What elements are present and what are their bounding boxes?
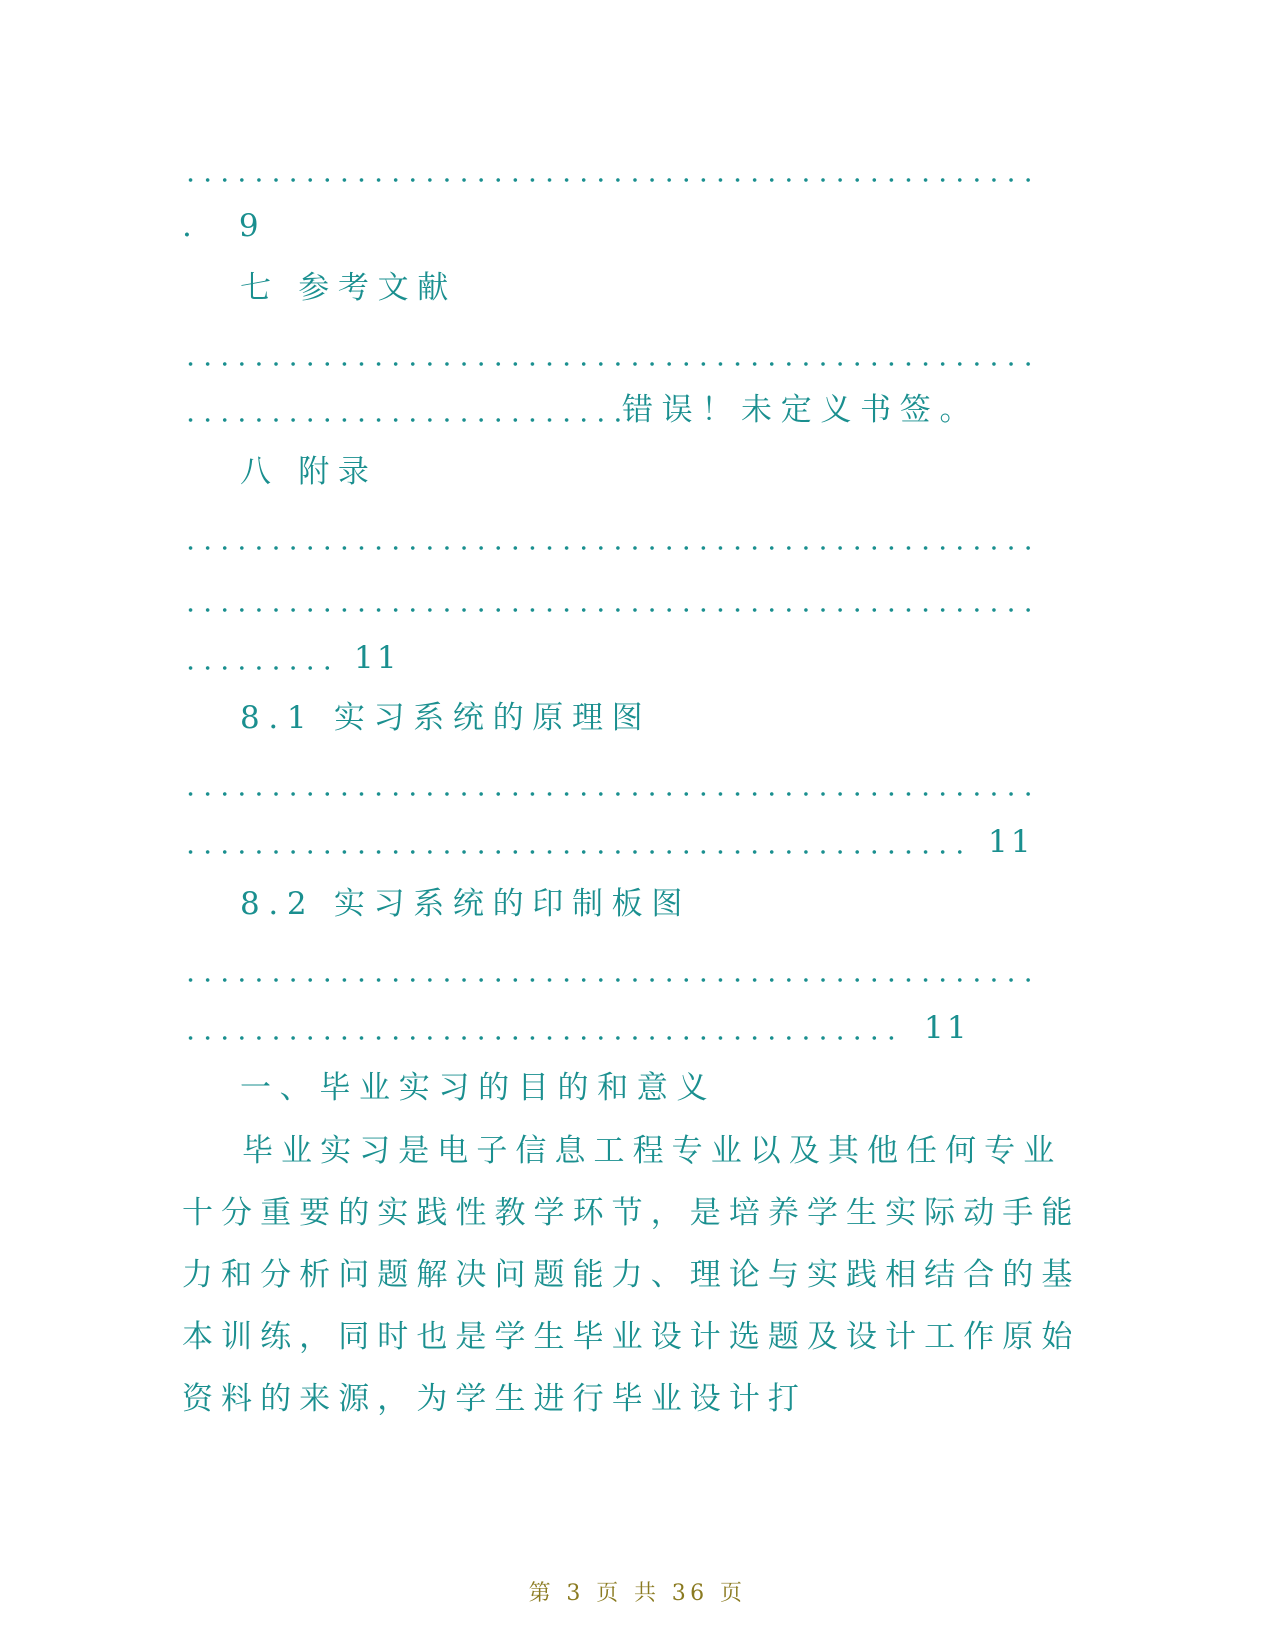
toc-error-text: 错误！未定义书签。	[622, 392, 980, 428]
toc-page-number: 11	[354, 640, 400, 676]
section-heading: 一、毕业实习的目的和意义	[240, 1070, 717, 1106]
toc-leader-row	[182, 390, 1082, 430]
dot-leader	[182, 1036, 902, 1040]
toc-leader-row	[182, 1008, 1082, 1048]
toc-entry-pcb: 8.2 实习系统的印制板图	[240, 886, 691, 922]
toc-entry-appendix: 八 附录	[240, 454, 378, 490]
dot-leader	[182, 850, 968, 854]
dot-leader	[182, 178, 1032, 182]
toc-leader-row	[182, 638, 1082, 678]
dot-leader	[182, 608, 1032, 612]
dot-leader	[182, 978, 1032, 982]
dot-leader	[182, 666, 332, 670]
dot-leader	[182, 362, 1032, 366]
toc-page-number: 11	[924, 1010, 970, 1046]
toc-leader-row	[182, 764, 1082, 804]
toc-leader-row	[182, 150, 1082, 190]
dot-leader	[182, 418, 622, 422]
body-paragraph: 毕业实习是电子信息工程专业以及其他任何专业十分重要的实践性教学环节，是培养学生实际动手能力和分析问题解决问题能力、理论与实践相结合的基本训练，同时也是学生毕业设计选题及设计工作原始资料的来源，为学生进行毕业设计打	[182, 1133, 1081, 1417]
page-footer: 第 3 页 共 36 页	[528, 1581, 747, 1606]
toc-page-number: 11	[988, 824, 1034, 860]
toc-page-number: . 9	[182, 208, 278, 244]
toc-leader-row	[182, 950, 1082, 990]
dot-leader	[182, 792, 1032, 796]
toc-leader-row	[182, 822, 1082, 862]
toc-entry-references: 七 参考文献	[240, 270, 457, 306]
toc-entry-schematic: 8.1 实习系统的原理图	[240, 700, 652, 736]
dot-leader	[182, 546, 1032, 550]
toc-leader-row	[182, 518, 1082, 558]
toc-leader-row	[182, 334, 1082, 374]
toc-leader-row	[182, 580, 1082, 620]
